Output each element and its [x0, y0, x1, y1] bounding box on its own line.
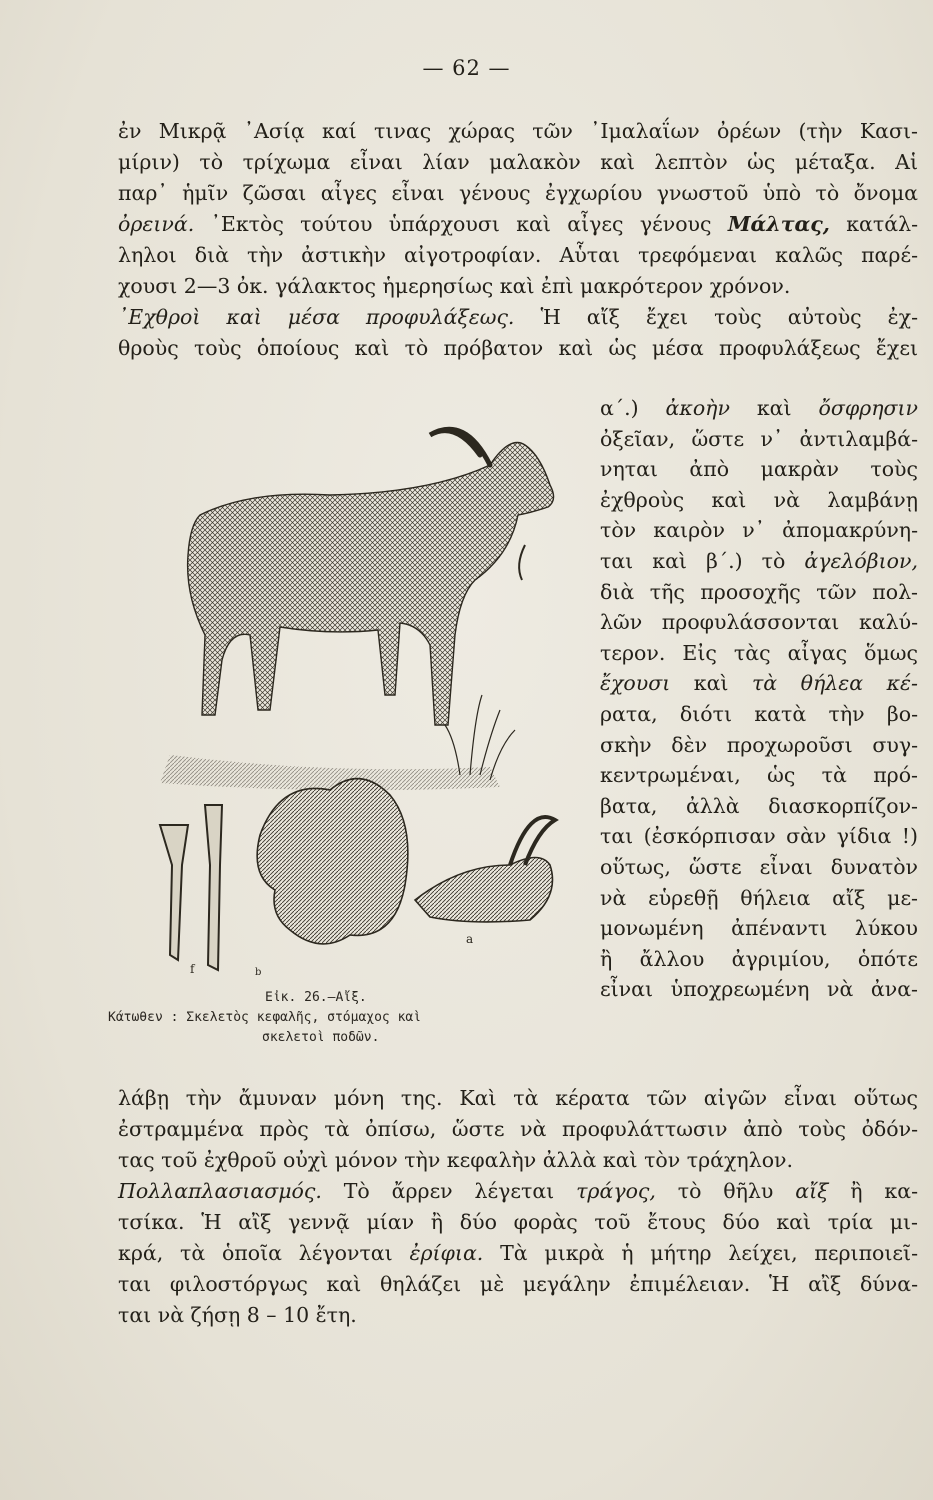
- text-line: τας τοῦ ἐχθροῦ οὐχὶ μόνον τὴν κεφαλὴν ἀλλὰ καὶ τὸν τράχηλον.: [118, 1148, 794, 1172]
- text-line: παρ᾽ ἡμῖν ζῶσαι αἶγες εἶναι γένους ἐγχωρίου γνωστοῦ ὑπὸ τὸ ὄνομα: [118, 181, 918, 205]
- figure-label-f: f: [190, 962, 195, 976]
- column-text-line: [600, 946, 918, 971]
- text-span: εἶναι ὑποχρεωμένη νὰ ἀνα-: [600, 977, 918, 1002]
- italic-term: ἀγελόβιον,: [804, 549, 918, 573]
- leg-bones: [160, 805, 222, 970]
- text-span: οὕτως, ὥστε εἶναι δυνατὸν: [600, 855, 918, 879]
- text-span: τὸ θῆλυ: [655, 1179, 796, 1203]
- text-span: α΄.): [600, 396, 666, 420]
- column-text-line: [600, 487, 918, 512]
- text-span: ὀξεῖαν, ὥστε ν᾽ ἀντιλαμβά-: [600, 426, 918, 451]
- text-line: μίριν) τὸ τρίχωμα εἶναι λίαν μαλακὸν καὶ λεπτὸν ὡς μέταξα. Αἱ: [118, 150, 918, 174]
- section-heading-multiplication: Πολλαπλασιασμός.: [118, 1179, 322, 1203]
- text-span: κρά, τὰ ὁποῖα λέγονται: [118, 1241, 410, 1265]
- text-span: ρατα, διότι κατὰ τὴν βο-: [600, 702, 918, 726]
- text-line: λάβῃ τὴν ἄμυναν μόνη της. Καὶ τὰ κέρατα τῶν αἰγῶν εἶναι οὕτως: [118, 1086, 918, 1110]
- column-text-line: [600, 979, 918, 1000]
- column-text-line: [600, 640, 918, 665]
- goat-figure: [130, 395, 600, 995]
- text-span: τερον. Εἰς τὰς αἶγας ὅμως: [600, 640, 918, 665]
- text-line: ται νὰ ζήσῃ 8 – 10 ἔτη.: [118, 1303, 357, 1327]
- text-line: ληλοι διὰ τὴν ἀστικὴν αἰγοτροφίαν. Αὗται τρεφόμεναι καλῶς παρέ-: [118, 243, 918, 267]
- text-line: τσίκα. Ἡ αἲξ γεννᾷ μίαν ἢ δύο φορὰς τοῦ ἔτους δύο καὶ τρία μι-: [118, 1210, 918, 1234]
- text-line: θροὺς τοὺς ὁποίους καὶ τὸ πρόβατον καὶ ὡς μέσα προφυλάξεως ἔχει: [118, 336, 918, 360]
- italic-term: ἐρίφια.: [409, 1241, 484, 1265]
- text-line: [118, 214, 918, 235]
- text-span: ἢ ἄλλου ἀγριμίου, ὁπότε: [600, 946, 918, 971]
- column-text-line: [600, 426, 918, 451]
- goat-illustration: [130, 395, 600, 995]
- text-span: καὶ: [729, 396, 819, 420]
- text-line: ἐστραμμένα πρὸς τὰ ὀπίσω, ὥστε νὰ προφυλάττωσιν ἀπὸ τοὺς ὀδόν-: [118, 1117, 918, 1141]
- grass: [445, 695, 515, 780]
- text-span: νὰ εὑρεθῇ θήλεια αἴξ με-: [600, 885, 918, 910]
- text-line: [118, 1243, 918, 1264]
- text-span: κεντρωμέναι, ὡς τὰ πρό-: [600, 763, 918, 788]
- text-span: ται (ἐσκόρπισαν σὰν γίδια !): [600, 824, 918, 849]
- italic-term: ἔχουσι: [600, 671, 671, 696]
- text-span: ται καὶ β΄.) τὸ: [600, 549, 805, 573]
- italic-term: ἀκοὴν: [665, 396, 730, 420]
- column-text-line: [600, 673, 918, 694]
- italic-term: αἴξ: [795, 1179, 829, 1203]
- text-line: [118, 307, 918, 328]
- text-span: καὶ: [670, 671, 752, 696]
- bold-term: Μάλτας,: [727, 212, 830, 236]
- italic-term: ὀρεινά.: [118, 212, 195, 236]
- column-text-line: [600, 885, 918, 910]
- text-span: Τὰ μικρὰ ἡ μήτηρ λείχει, περιποιεῖ-: [483, 1241, 919, 1265]
- text-line: χουσι 2—3 ὀκ. γάλακτος ἡμερησίως καὶ ἐπὶ μακρότερον χρόνον.: [118, 274, 791, 298]
- column-text-line: [600, 459, 918, 480]
- text-line: [118, 1181, 918, 1202]
- column-text-line: [600, 579, 918, 604]
- text-span: Ἡ αἴξ ἔχει τοὺς αὐτοὺς ἐχ-: [514, 305, 918, 329]
- column-text-line: [600, 857, 918, 878]
- column-text-line: [600, 826, 918, 847]
- stomach: [257, 779, 408, 944]
- text-span: ᾽Εκτὸς τούτου ὑπάρχουσι καὶ αἶγες γένους: [194, 212, 728, 236]
- figure-label-b: b: [255, 967, 262, 978]
- italic-term: τράγος,: [576, 1179, 656, 1203]
- skull: [415, 817, 555, 922]
- text-span: λῶν προφυλάσσονται καλύ-: [600, 610, 918, 635]
- column-text-line: [600, 918, 918, 939]
- column-text-line: [600, 732, 918, 757]
- text-span: διὰ τῆς προσοχῆς τῶν πολ-: [600, 579, 918, 604]
- text-span: ἢ κα-: [828, 1179, 918, 1203]
- text-span: μονωμένη ἀπέναντι λύκου: [600, 916, 918, 941]
- figure-caption-title: Εἰκ. 26.—Αἴξ.: [265, 990, 367, 1005]
- goat-body: [188, 429, 554, 725]
- figure-label-a: a: [466, 932, 474, 946]
- text-span: σκὴν δὲν προχωροῦσι συγ-: [600, 732, 918, 757]
- column-text-line: [600, 612, 918, 633]
- text-span: νηται ἀπὸ μακρὰν τοὺς: [600, 457, 918, 482]
- text-span: κατάλ-: [829, 212, 919, 236]
- text-span: βατα, ἀλλὰ διασκορπίζον-: [600, 793, 918, 818]
- figure-caption-text: σκελετοὶ ποδῶν.: [262, 1030, 380, 1045]
- column-text-line: [600, 704, 918, 725]
- section-heading-enemies: ᾽Εχθροὶ καὶ μέσα προφυλάξεως.: [118, 305, 515, 329]
- column-text-line: [600, 520, 918, 541]
- text-span: τὸν καιρὸν ν᾽ ἀπομακρύνη-: [600, 518, 918, 543]
- column-text-line: [600, 765, 918, 786]
- column-text-line: [600, 793, 918, 818]
- figure-caption-text: Κάτωθεν : Σκελετὸς κεφαλῆς, στόμαχος καὶ: [108, 1010, 422, 1025]
- italic-term: τὰ θήλεα κέ-: [751, 671, 918, 696]
- italic-term: ὄσφρησιν: [818, 396, 919, 420]
- text-span: ἐχθροὺς καὶ νὰ λαμβάνῃ: [600, 487, 918, 512]
- column-text-line: [600, 398, 918, 419]
- text-line: ται φιλοστόργως καὶ θηλάζει μὲ μεγάλην ἐπιμέλειαν. Ἡ αἲξ δύνα-: [118, 1272, 918, 1296]
- column-text-line: [600, 551, 918, 572]
- text-span: Τὸ ἄρρεν λέγεται: [321, 1179, 577, 1203]
- text-line: ἐν Μικρᾷ ᾽Ασίᾳ καί τινας χώρας τῶν ᾽Ιμαλαΐων ὀρέων (τὴν Κασι-: [118, 119, 918, 143]
- page-number: — 62 —: [422, 56, 511, 80]
